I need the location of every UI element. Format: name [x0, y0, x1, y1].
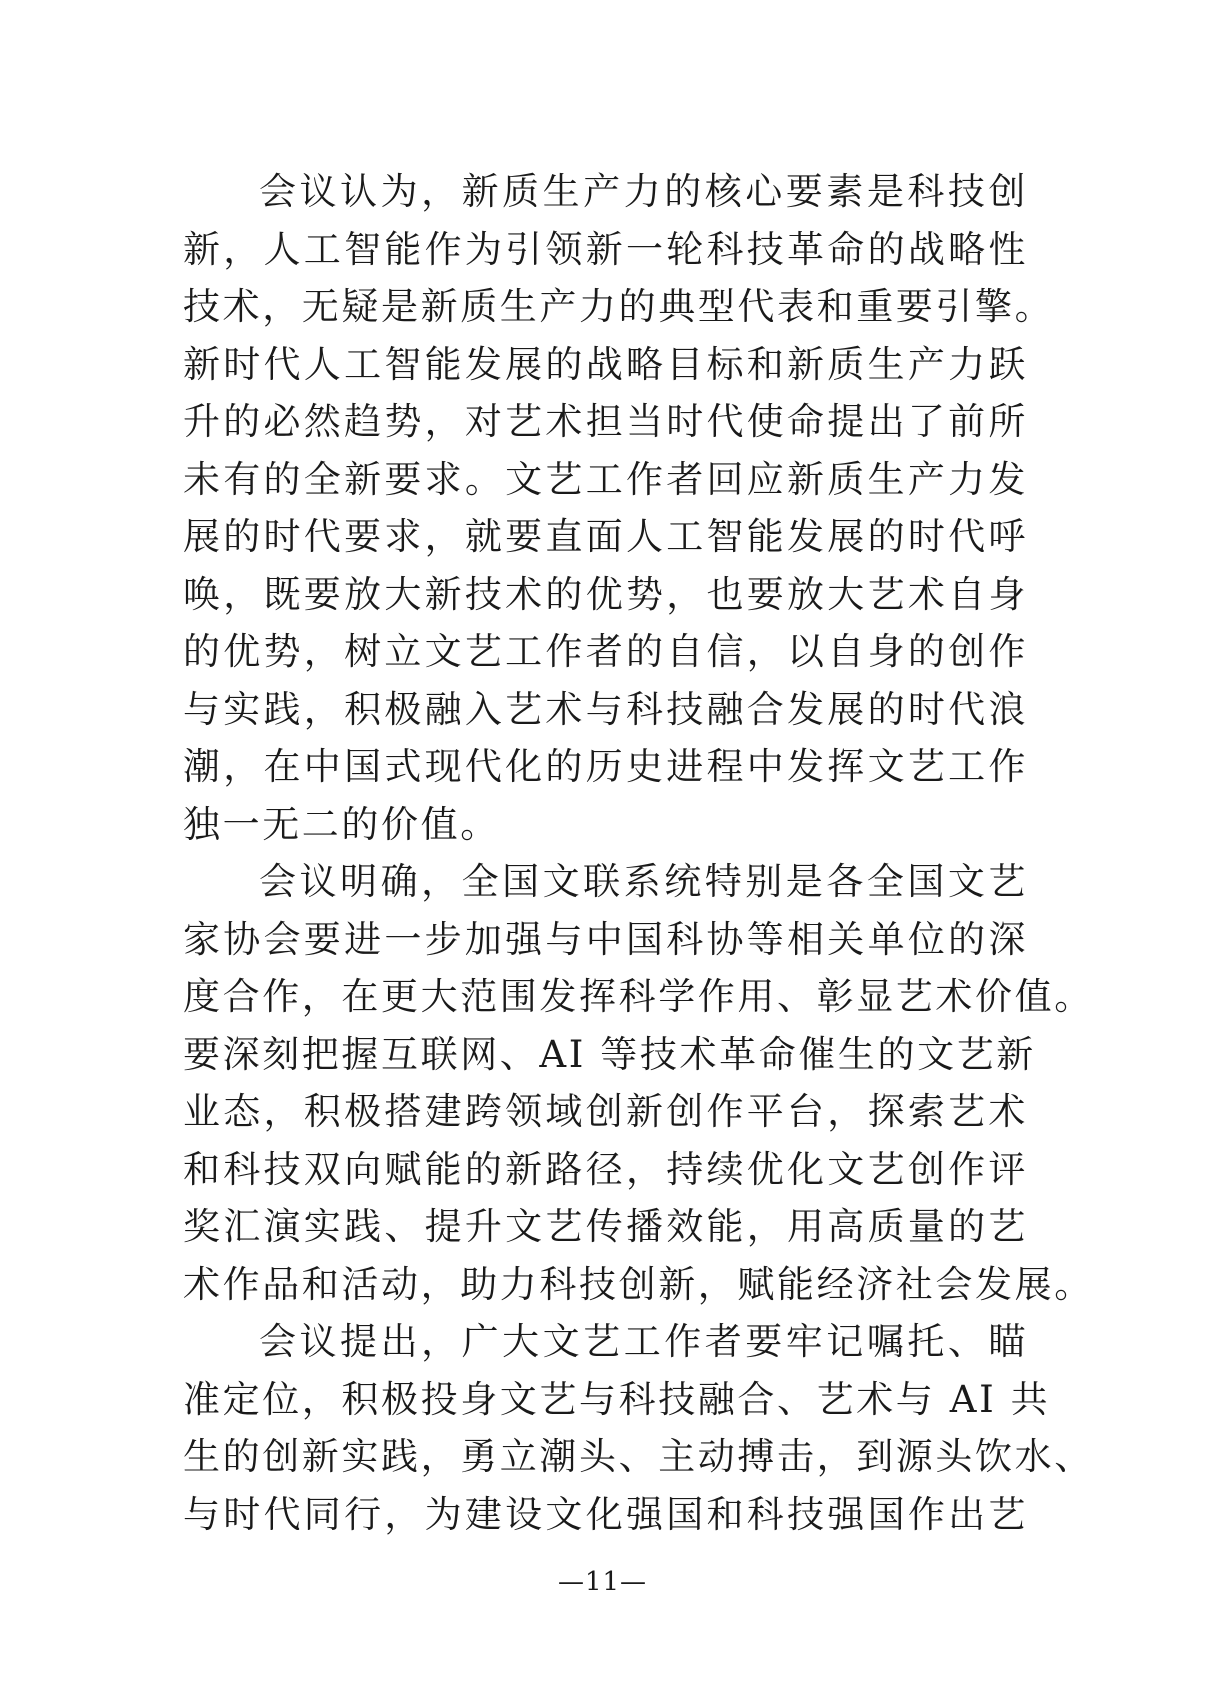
text-line: 家协会要进一步加强与中国科协等相关单位的深: [183, 917, 1028, 961]
text-line: 会议认为，新质生产力的核心要素是科技创: [259, 170, 1028, 213]
text-line: 与时代同行，为建设文化强国和科技强国作出艺: [183, 1492, 1028, 1536]
text-line: 会议提出，广大文艺工作者要牢记嘱托、瞄: [259, 1320, 1028, 1363]
text-line: 和科技双向赋能的新路径，持续优化文艺创作评: [183, 1147, 1028, 1191]
text-line: 唤，既要放大新技术的优势，也要放大艺术自身: [183, 572, 1028, 616]
text-line: 的优势，树立文艺工作者的自信，以自身的创作: [183, 630, 1028, 673]
text-line: 奖汇演实践、提升文艺传播效能，用高质量的艺: [183, 1205, 1028, 1248]
text-line: 术作品和活动，助力科技创新，赋能经济社会发展。: [183, 1262, 1094, 1306]
text-line: 生的创新实践，勇立潮头、主动搏击，到源头饮水、: [183, 1435, 1094, 1478]
text-line: 技术，无疑是新质生产力的典型代表和重要引擎。: [183, 285, 1055, 328]
text-line: 升的必然趋势，对艺术担当时代使命提出了前所: [183, 400, 1028, 443]
text-line: 未有的全新要求。文艺工作者回应新质生产力发: [183, 457, 1028, 501]
text-line: 准定位，积极投身文艺与科技融合、艺术与 AI 共: [183, 1377, 1051, 1421]
text-line: 会议明确，全国文联系统特别是各全国文艺: [259, 860, 1028, 903]
text-line: 展的时代要求，就要直面人工智能发展的时代呼: [183, 515, 1028, 558]
body-text: [183, 163, 1094, 1543]
page-number: —11—: [557, 1567, 648, 1597]
text-line: 新时代人工智能发展的战略目标和新质生产力跃: [183, 342, 1028, 386]
text-line: 与实践，积极融入艺术与科技融合发展的时代浪: [183, 687, 1028, 731]
text-line: 度合作，在更大范围发挥科学作用、彰显艺术价值。: [183, 975, 1094, 1018]
text-line: 独一无二的价值。: [183, 802, 500, 846]
text-line: 业态，积极搭建跨领域创新创作平台，探索艺术: [183, 1090, 1028, 1133]
text-line: 潮，在中国式现代化的历史进程中发挥文艺工作: [183, 745, 1028, 788]
text-line: 要深刻把握互联网、AI 等技术革命催生的文艺新: [183, 1032, 1036, 1076]
text-line: 新，人工智能作为引领新一轮科技革命的战略性: [183, 227, 1028, 271]
